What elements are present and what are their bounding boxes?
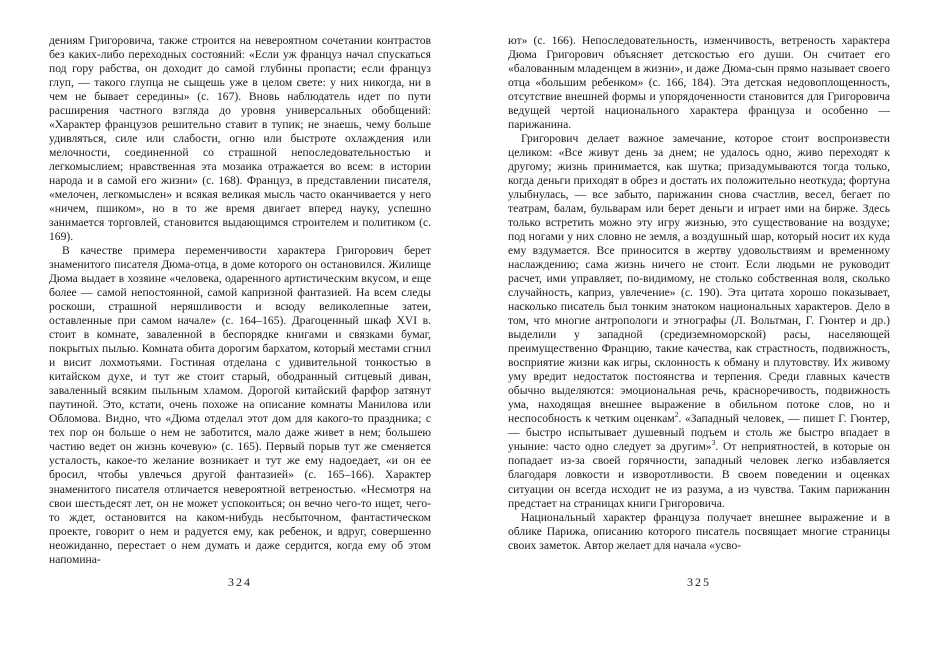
paragraph: В качестве примера переменчивости характера Григорович берет знаменитого писателя Дюма-отца, в доме которого он остановился. Жилище Дюма выдает в хозяине «человека, одаренного артистическим вкусом, и еще более — самой непостоянной, самой капризной фантазией. На всем следы роскоши, страшной неряшливости и всюду великолепные затеи, оставленные при самом начале» (с. 164–165). Драгоценный шкаф XVI в. стоит в комнате, заваленной в беспорядке книгами и связками бумаг, покрытых пылью. Комната обита дорогим бархатом, который местами сгнил и висит лохмотьями. Гостиная отделана с удивительной тонкостью в китайском духе, и тут же стоит старый, ободранный ситцевый диван, заваленный всяким пыльным хламом. Дорогой китайский фарфор затянут паутиной. Это, кстати, очень похоже на описание комнаты Манилова или Обломова. Видно, что «Дюма отделал этот дом для какого-то праздника; с тех пор он больше о нем не заботится, мало даже живет в нем; большею частию ведет он жизнь кочевую» (с. 165). Первый порыв тут же сменяется усталость, какое-то желание возникает и тут же ему надоедает, «и он ее бросил, чтобы увлечься другой фантазией» (с. 165–166). Характер знаменитого писателя отличается невероятной ветреностью. «Несмотря на свои шестьдесят лет, он не может успокоиться; он вечно чего-то ищет, чего-то ждет, остановится на каком-нибудь несбыточном, фантастическом проекте, говорит о нем и радуется ему, как ребенок, и вдруг, совершенно неожиданно, перестает о нем думать и даже сердится, когда ему об этом напомина- [49, 244, 431, 566]
right-page [508, 34, 890, 590]
paragraph-text: . От неприятностей, в которые он попадает из-за своей горячности, западный человек легко избавляется благодаря ловкости и изворотливости. В своем поведении и оценках ситуации он всегда исходит не из разума, а из чувства. Таким парижанин предстает на страницах книги Григоровича. [508, 440, 890, 510]
right-page-text [508, 34, 890, 590]
paragraph: ют» (с. 166). Непоследовательность, изменчивость, ветреность характера Дюма Григорович объясняет детскостью его души. Он считает его «балованным младенцем в жизни», и даже Дюма-сын прямо называет своего отца «большим ребенком» (с. 166, 184). Эта детская недовоплощенность, отсутствие внешней формы и упорядоченности становится для Григоровича ведущей чертой национального характера француза и особенно — парижанина. [508, 34, 890, 132]
footnote-marker: 3 [711, 438, 716, 448]
page-number-right: 325 [687, 575, 711, 589]
page-number-left: 324 [228, 575, 252, 589]
paragraph-text: Григорович делает важное замечание, которое стоит воспроизвести целиком: «Все живут день за днем; не удалось одно, живо переходят к другому; жизнь принимается, как шутка; призадумываются тогда только, когда деньги приходят в обрез и достать их положительно неоткуда; фортуна улыбнулась, — все забыто, парижанин снова счастлив, весел, бегает по театрам, балам, бульварам или берет деньги и играет ими на бирже. Здесь только встретить можно эту игру жизнью, это существование на воздухе; под ногами у них словно не земля, а воздушный шар, который носит их куда ему вздумается. Все приносится в жертву удовольствиям и временному наслаждению; сама жизнь ничего не стоит. Если людьми не руководит расчет, ими управляет, по-видимому, не столько собственная воля, сколько случайность, каприз, увлечение» (с. 190). Эта цитата хорошо показывает, насколько писатель был тонким знатоком национальных характеров. Дело в том, что многие антропологи и этнографы (Л. Вольтман, Г. Гюнтер и др.) выделили у западной (средиземноморской) расы, населяющей преимущественно Францию, такие качества, как страстность, подвижность, восприятие жизни как игры, склонность к обману и плутовству. Их живому уму вредит недостаток постоянства и терпения. Среди главных качеств обычно выделяются: эмоциональная речь, красноречивость, подвижность ума, находящая внешнее выражение в обильном потоке слов, но и неспособность к четким оценкам [508, 132, 890, 426]
left-page-text [49, 34, 431, 590]
paragraph: дениям Григоровича, также строится на невероятном сочетании контрастов без каких-либо переходных состояний: «Если уж француз начал спускаться под гору рабства, он доходит до самой глубины пропасти; если француз глуп, — такого глупца не сыщешь уже в целом свете: у них никогда, ни в чем не бывает середины» (с. 167). Вновь наблюдатель идет по пути расширения частного взгляда до уровня универсальных обобщений: «Характер французов решительно ставит в тупик; не знаешь, чему больше удивляться, силе или слабости, огню или быстроте охлаждения или мелочности, соединенной со страшной непоследовательностью и легкомыслием; нравственная эта мозаика отражается во всем: в истории народа и в самой его жизни» (с. 168). Француз, в представлении писателя, «мелочен, легкомыслен» и всякая великая мысль часто оканчивается у него «ничем, пшиком», но в то же время двигает вперед науку, успешно занимается торговлей, становится выдающимся строителем и политиком (с. 169). [49, 34, 431, 244]
paragraph: Национальный характер француза получает внешнее выражение и в облике Парижа, описанию которого писатель посвящает многие страницы своих заметок. Автор желает для начала «усво- [508, 510, 890, 552]
left-page [49, 34, 431, 590]
paragraph [508, 132, 890, 510]
footnote-marker: 2 [674, 410, 679, 420]
paragraph-text: . «Западный человек, — пишет Г. Гюнтер, — быстро испытывает душевный подъем и столь же быстро впадает в уныние: часто одно следует за другим» [508, 412, 890, 454]
